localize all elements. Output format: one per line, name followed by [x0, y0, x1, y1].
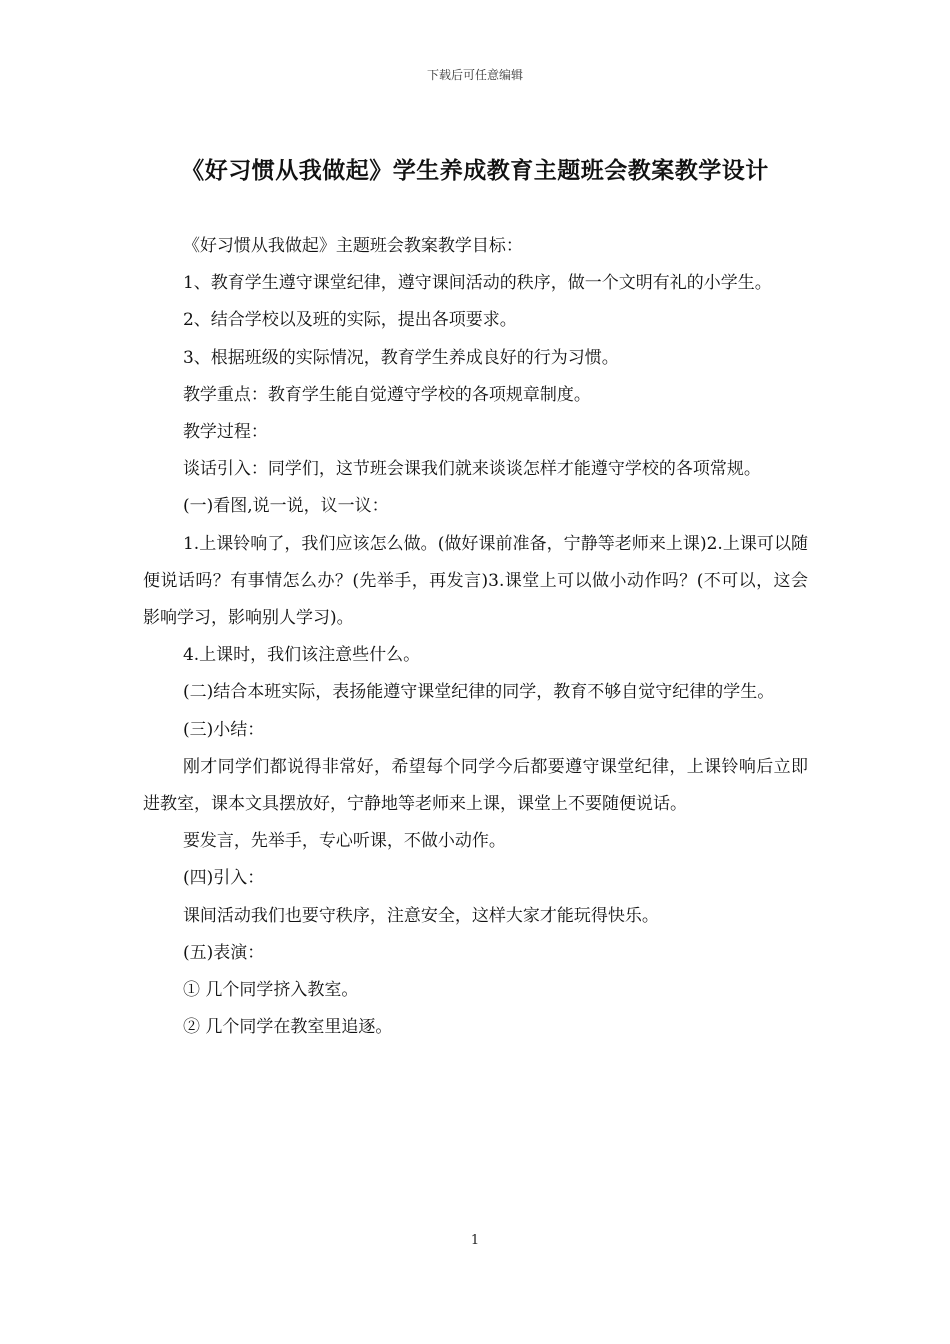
- paragraph-section-3: (三)小结：: [182, 719, 265, 740]
- document-title: 《好习惯从我做起》学生养成教育主题班会教案教学设计: [181, 157, 769, 184]
- paragraph-skit-2: ② 几个同学在教室里追逐。: [182, 1017, 393, 1038]
- paragraph-introduction: 谈话引入：同学们，这节班会课我们就来谈谈怎样才能遵守学校的各项常规。: [182, 459, 761, 480]
- paragraph-summary-2: 要发言，先举手，专心听课，不做小动作。: [182, 831, 506, 852]
- paragraph-skit-1: ① 几个同学挤入教室。: [182, 980, 359, 1001]
- paragraph-summary: 刚才同学们都说得非常好，希望每个同学今后都要遵守课堂纪律，上课铃响后立即进教室，课本文具摆放好，宁静地等老师来上课，课堂上不要随便说话。: [143, 756, 808, 815]
- paragraph-process-heading: 教学过程：: [182, 422, 268, 443]
- paragraph-section-5: (五)表演：: [182, 942, 265, 963]
- paragraph-objectives-heading: 《好习惯从我做起》主题班会教案教学目标：: [182, 236, 523, 256]
- paragraph-questions: 1.上课铃响了，我们应该怎么做。(做好课前准备，宁静等老师来上课)2.上课可以随便说话吗？有事情怎么办？(先举手，再发言)3.课堂上可以做小动作吗？(不可以，这会影响学习，影响别人学习)。: [143, 533, 808, 629]
- paragraph-objective-1: 1、教育学生遵守课堂纪律，遵守课间活动的秩序，做一个文明有礼的小学生。: [182, 273, 772, 294]
- paragraph-section-2: (二)结合本班实际，表扬能遵守课堂纪律的同学，教育不够自觉守纪律的学生。: [182, 682, 775, 703]
- paragraph-recess: 课间活动我们也要守秩序，注意安全，这样大家才能玩得快乐。: [182, 905, 659, 926]
- header-note: 下载后可任意编辑: [426, 68, 523, 82]
- document-body: [143, 228, 808, 1046]
- paragraph-question-4: 4.上课时，我们该注意些什么。: [182, 645, 421, 666]
- paragraph-key-point: 教学重点：教育学生能自觉遵守学校的各项规章制度。: [182, 384, 591, 405]
- paragraph-section-4: (四)引入：: [182, 868, 265, 889]
- paragraph-section-1: (一)看图,说一说，议一议：: [182, 496, 389, 517]
- page-number: 1: [470, 1233, 480, 1248]
- paragraph-objective-2: 2、结合学校以及班的实际，提出各项要求。: [182, 310, 517, 331]
- paragraph-objective-3: 3、根据班级的实际情况，教育学生养成良好的行为习惯。: [182, 347, 619, 368]
